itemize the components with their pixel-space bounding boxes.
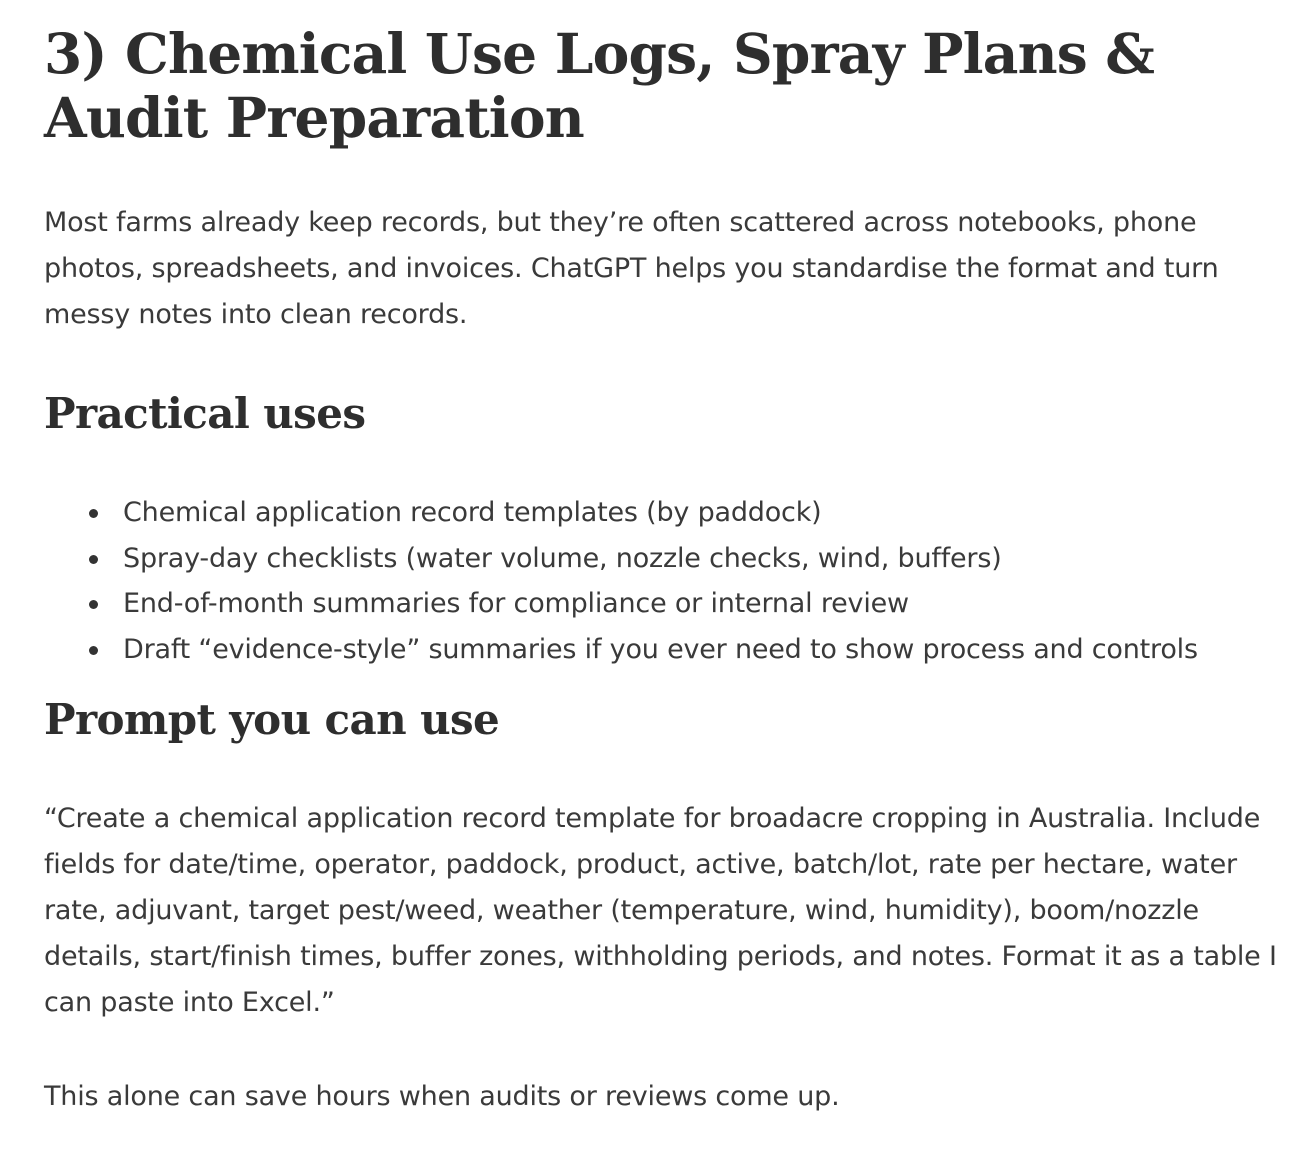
list-item	[44, 627, 1284, 673]
list-item	[44, 490, 1284, 536]
list-item-text: Chemical application record templates (by paddock)	[123, 497, 822, 528]
bullet-icon	[89, 646, 98, 655]
practical-uses-list	[44, 490, 1284, 672]
list-item-text: End-of-month summaries for compliance or internal review	[123, 588, 909, 619]
intro-paragraph: Most farms already keep records, but they’re often scattered across notebooks, phone photos, spreadsheets, and invoices. ChatGPT helps you standardise the format and turn messy notes into clean records.	[44, 207, 1219, 330]
bullet-icon	[89, 600, 98, 609]
practical-uses-heading: Practical uses	[44, 389, 366, 438]
page-title: 3) Chemical Use Logs, Spray Plans & Audit Preparation	[44, 21, 1155, 150]
list-item-text: Draft “evidence-style” summaries if you ever need to show process and controls	[123, 633, 1198, 665]
list-item-text: Spray-day checklists (water volume, nozzle checks, wind, buffers)	[123, 542, 1002, 574]
list-item	[44, 536, 1284, 582]
bullet-icon	[89, 555, 98, 564]
closing-paragraph: This alone can save hours when audits or reviews come up.	[44, 1081, 840, 1112]
prompt-paragraph: “Create a chemical application record template for broadacre cropping in Australia. Include fields for date/time, operator, paddock, product, active, batch/lot, rate per hectare, water rate, adjuvant, target pest/weed, weather (temperature, wind, humidity), boom/nozzle details, start/finish times, buffer zones, withholding periods, and notes. Format it as a table I can paste into Excel.”	[44, 803, 1277, 1018]
list-item	[44, 581, 1284, 627]
prompt-heading: Prompt you can use	[44, 695, 500, 744]
bullet-icon	[89, 509, 98, 518]
